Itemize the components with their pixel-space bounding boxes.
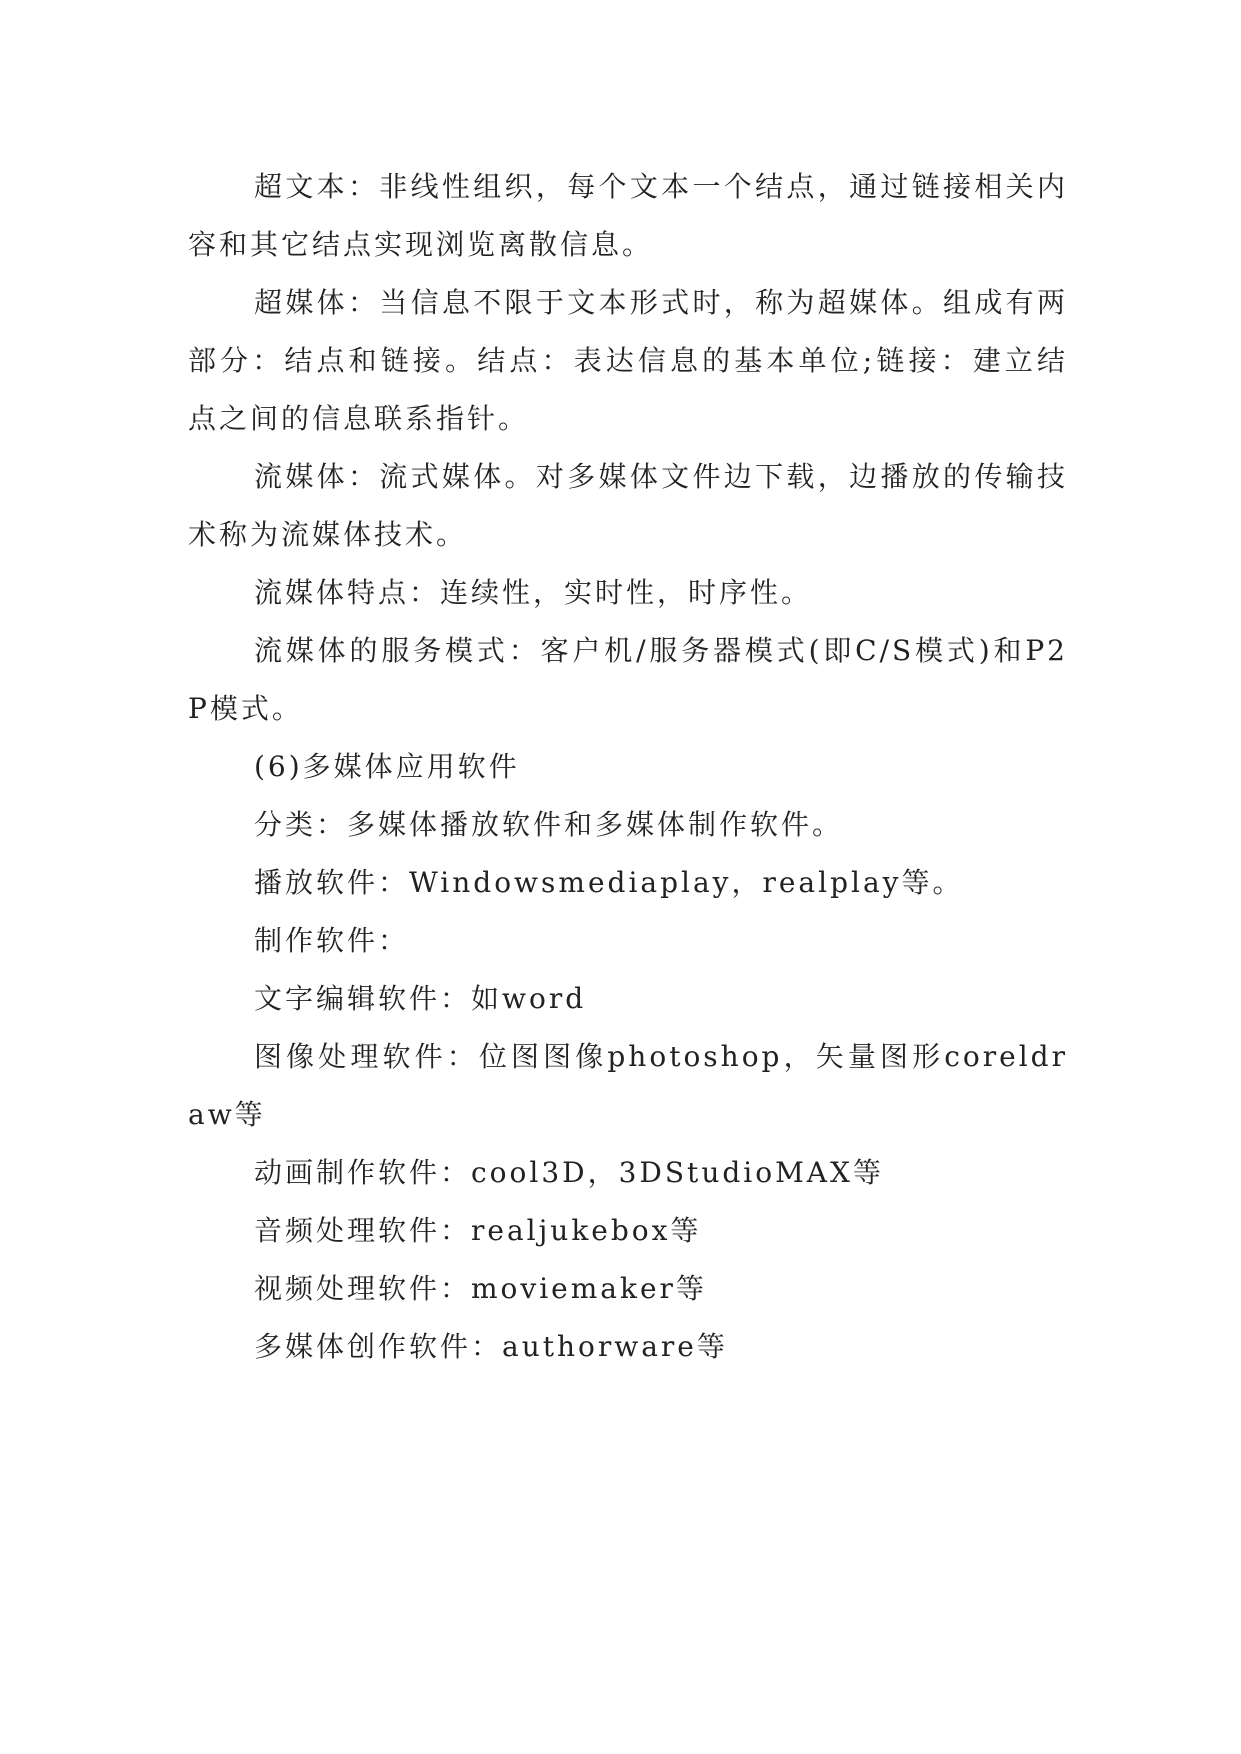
paragraph-audio-software: 音频处理软件：realjukebox等: [254, 1214, 702, 1247]
paragraph-streaming-service-mode: 流媒体的服务模式：客户机/服务器模式(即C/S模式)和P2P模式。: [188, 634, 1068, 725]
paragraph-streaming-media: 流媒体：流式媒体。对多媒体文件边下载，边播放的传输技术称为流媒体技术。: [188, 460, 1068, 551]
paragraph-text-editing-software: 文字编辑软件：如word: [254, 982, 587, 1015]
paragraph-playback-software: 播放软件：Windowsmediaplay，realplay等。: [254, 866, 964, 899]
paragraph-video-software: 视频处理软件：moviemaker等: [254, 1272, 707, 1305]
paragraph-animation-software: 动画制作软件：cool3D，3DStudioMAX等: [254, 1156, 884, 1189]
paragraph-hypertext: 超文本：非线性组织，每个文本一个结点，通过链接相关内容和其它结点实现浏览离散信息。: [188, 170, 1068, 261]
paragraph-classification: 分类：多媒体播放软件和多媒体制作软件。: [254, 808, 844, 841]
document-body: [188, 158, 1068, 1376]
paragraph-hypermedia: 超媒体：当信息不限于文本形式时，称为超媒体。组成有两部分：结点和链接。结点：表达信息的基本单位;链接：建立结点之间的信息联系指针。: [188, 286, 1068, 435]
paragraph-multimedia-authoring-software: 多媒体创作软件：authorware等: [254, 1330, 728, 1363]
paragraph-image-processing-software: 图像处理软件：位图图像photoshop，矢量图形coreldraw等: [188, 1040, 1068, 1131]
paragraph-authoring-software: 制作软件：: [254, 924, 410, 957]
paragraph-streaming-features: 流媒体特点：连续性，实时性，时序性。: [254, 576, 813, 609]
section-heading-multimedia-software: (6)多媒体应用软件: [254, 750, 520, 783]
